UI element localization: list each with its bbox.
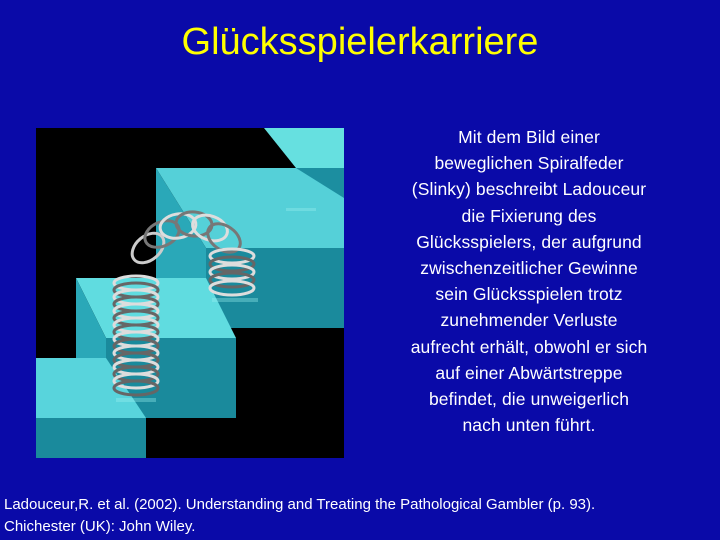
slide-title: Glücksspielerkarriere: [181, 21, 539, 63]
body-line: auf einer Abwärtstreppe: [435, 362, 623, 383]
body-line: beweglichen Spiralfeder: [434, 153, 624, 174]
body-line: nach unten führt.: [462, 415, 596, 436]
citation: [4, 494, 720, 538]
slinky-stairs-illustration: [36, 128, 344, 458]
body-line: Mit dem Bild einer: [458, 127, 600, 147]
citation-line: Ladouceur,R. et al. (2002). Understanding and Treating the Pathological Gambler (p. 93).: [4, 496, 596, 513]
citation-line: Chichester (UK): John Wiley.: [4, 518, 196, 535]
body-line: sein Glücksspielen trotz: [435, 284, 623, 305]
body-line: aufrecht erhält, obwohl er sich: [410, 336, 648, 357]
body-line: zunehmender Verluste: [440, 310, 618, 331]
slide-body-text: [376, 124, 682, 438]
stair-front-fourth: [36, 418, 146, 458]
body-line: Glücksspielers, der aufgrund: [416, 231, 642, 252]
body-line: zwischenzeitlicher Gewinne: [420, 258, 638, 279]
body-line: (Slinky) beschreibt Ladouceur: [411, 179, 647, 200]
slinky-stairs-graphic: [36, 128, 344, 458]
body-line: befindet, die unweigerlich: [428, 389, 630, 410]
body-line: die Fixierung des: [461, 205, 597, 226]
